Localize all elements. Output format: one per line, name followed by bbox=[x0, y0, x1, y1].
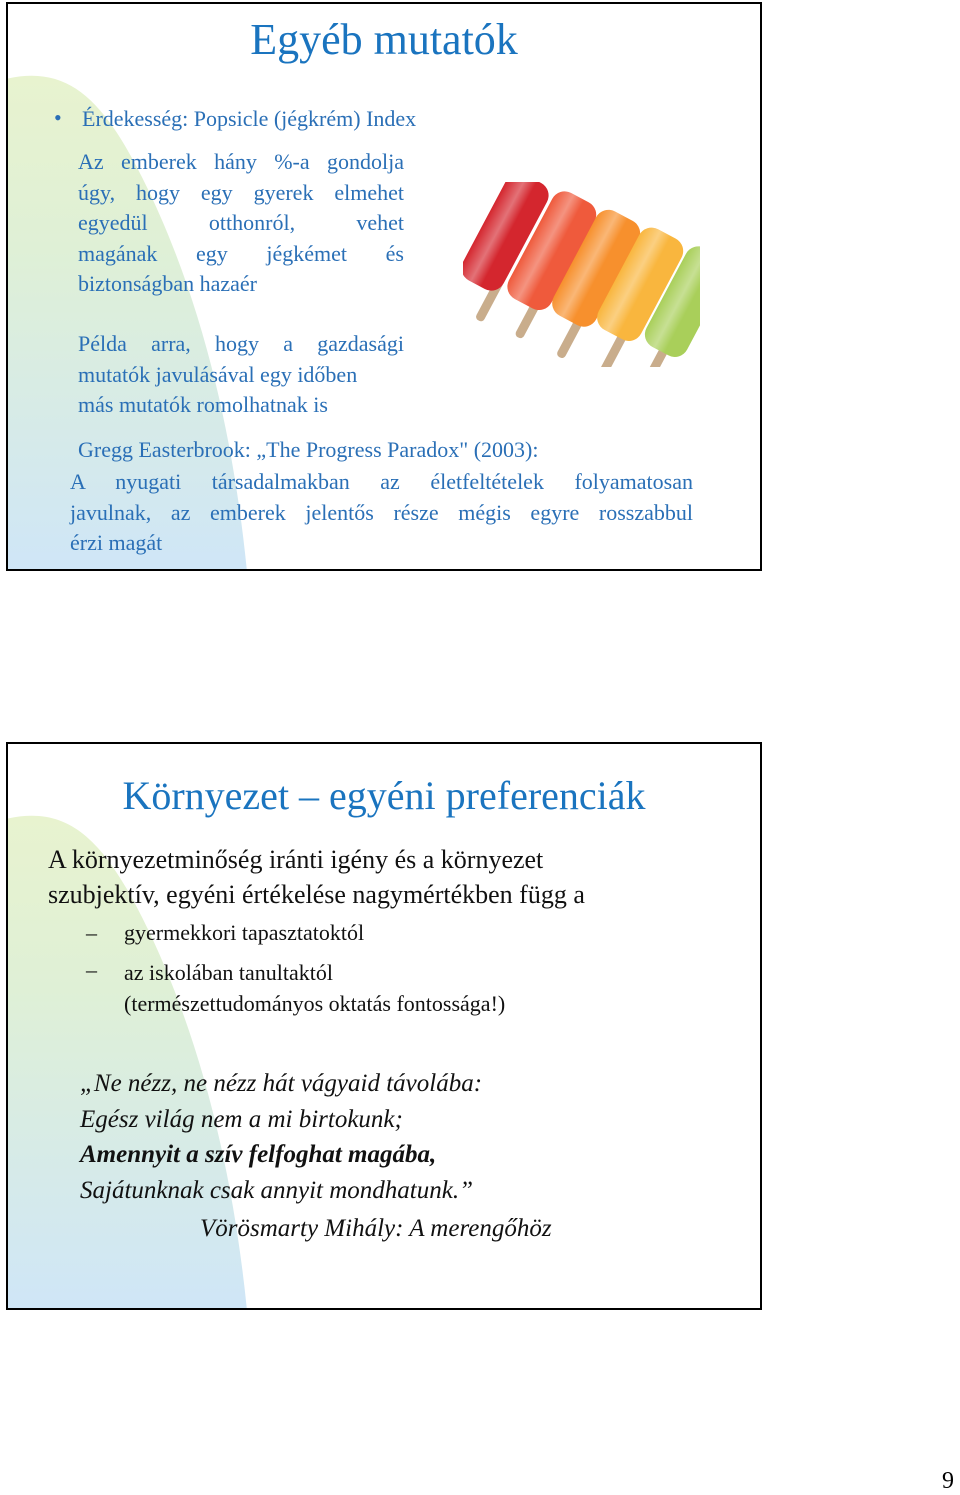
paragraph-line: A környezetminőség iránti igény és a környezet bbox=[48, 845, 544, 874]
dash-marker: – bbox=[86, 957, 97, 982]
slide-title: Környezet – egyéni preferenciák bbox=[122, 773, 646, 818]
example-paragraph bbox=[78, 329, 404, 421]
bullet-text: Érdekesség: Popsicle (jégkrém) Index bbox=[82, 106, 417, 131]
paragraph-line: mutatók javulásával egy időben bbox=[78, 361, 358, 387]
paragraph-line: érzi magát bbox=[70, 530, 163, 555]
dash-marker: – bbox=[86, 920, 97, 945]
page-number: 9 bbox=[942, 1468, 954, 1494]
list-item-text: az iskolában tanultaktól bbox=[124, 960, 333, 985]
paragraph-line: biztonságban hazaér bbox=[78, 271, 257, 296]
paragraph-line: egyedül otthonról, vehet bbox=[78, 210, 404, 235]
poem-line: Sajátunknak csak annyit mondhatunk.” bbox=[80, 1176, 473, 1204]
slide-title: Egyéb mutatók bbox=[250, 15, 518, 64]
slide-1 bbox=[6, 2, 762, 571]
poem-line: „Ne nézz, ne nézz hát vágyaid távolába: bbox=[80, 1070, 483, 1097]
paragraph-line: A nyugati társadalmakban az életfeltételek folyamatosan bbox=[70, 469, 693, 494]
paragraph-line: más mutatók romolhatnak is bbox=[78, 392, 328, 417]
popsicles-image bbox=[463, 182, 703, 372]
poem bbox=[80, 1066, 482, 1208]
paragraph-line: Példa arra, hogy a gazdasági bbox=[78, 331, 404, 356]
paragraph-line: magának egy jégkémet és bbox=[78, 240, 404, 266]
popsicle-description bbox=[78, 147, 404, 300]
paragraph-line: úgy, hogy egy gyerek elmehet bbox=[78, 179, 404, 205]
paragraph-line: javulnak, az emberek jelentős része mégis egyre rosszabbul bbox=[70, 499, 693, 525]
list-item-text: (természettudományos oktatás fontossága!) bbox=[124, 991, 506, 1016]
list-item-text: gyermekkori tapasztatoktól bbox=[124, 920, 365, 945]
slide-2 bbox=[6, 742, 762, 1310]
citation: Gregg Easterbrook: „The Progress Paradox" (2003): bbox=[78, 437, 539, 462]
paragraph-line: Az emberek hány %-a gondolja bbox=[78, 149, 404, 174]
paragraph-line: szubjektív, egyéni értékelése nagymértékben függ a bbox=[48, 880, 585, 909]
paradox-paragraph bbox=[70, 467, 693, 559]
poem-attribution: Vörösmarty Mihály: A merengőhöz bbox=[200, 1215, 552, 1242]
intro-paragraph bbox=[48, 842, 585, 912]
poem-line: Egész világ nem a mi birtokunk; bbox=[80, 1105, 403, 1133]
bullet-dot: • bbox=[54, 105, 62, 130]
poem-line: Amennyit a szív felfoghat magába, bbox=[80, 1141, 437, 1168]
